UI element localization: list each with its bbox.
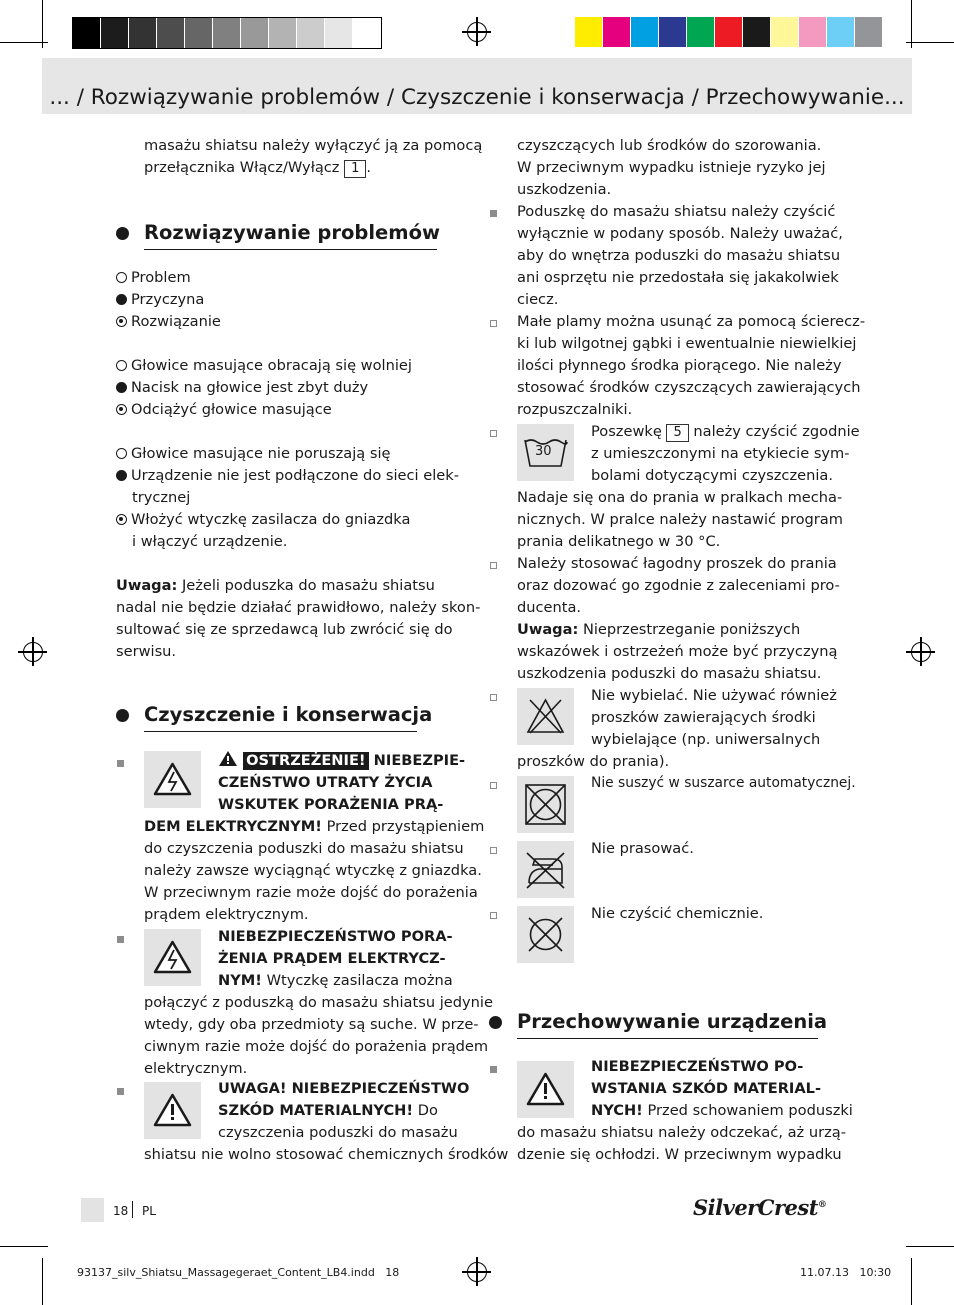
solution-text: Włożyć wtyczkę zasilacza do gniazdka [131,511,411,528]
part-number-box: 5 [666,424,688,442]
list-bullet [117,936,124,943]
bullet-icon [116,709,129,722]
list-bullet [490,694,497,701]
crop-mark [42,0,43,48]
warning-body: Przed przystąpieniem [326,818,485,835]
color-swatch [297,18,325,48]
intro-text: przełącznika Włącz/Wyłącz [144,159,340,176]
warning-heading: NYM! [218,972,262,989]
solution-symbol-icon [116,514,127,525]
bullet-icon [489,1016,502,1029]
page-title: ... / Rozwiązywanie problemów / Czyszczenie i konserwacja / Przechowywanie... [49,85,905,110]
problem-text: Głowice masujące obracają się wolniej [131,357,412,374]
body-text: Nie prasować. [591,840,694,857]
note-line: nadal nie będzie działać prawidłowo, należy skon- [116,599,481,616]
cause-symbol-icon [116,470,127,481]
crop-mark [906,42,954,43]
warning-heading: ŻENIA PRĄDEM ELEKTRYCZ- [218,950,446,967]
warning-text: czyszczenia poduszki do masażu [218,1124,458,1141]
color-swatch [855,17,883,47]
warning-text: do masażu shiatsu należy odczekać, aż urzą- [517,1124,846,1141]
list-bullet [490,847,497,854]
warning-heading: NIEBEZPIECZEŃSTWO PORA- [218,928,453,945]
warning-heading: UWAGA! NIEBEZPIECZEŃSTWO [218,1080,470,1097]
warning-text: połączyć z poduszką do masażu shiatsu jedynie [144,994,493,1011]
brand-logo [693,1194,826,1219]
warning-heading: SZKÓD MATERIALNYCH! [218,1102,414,1119]
note-line: sultować się ze sprzedawcą lub zwrócić się do [116,621,453,638]
body-text: Nie wybielać. Nie używać również [591,687,837,704]
body-text: Nie czyścić chemicznie. [591,905,764,922]
solution-1 [116,399,332,421]
list-bullet [117,760,124,767]
body-text: ilości płynnego środka piorącego. Nie należy [517,357,842,374]
no-dry-clean-icon [517,906,574,963]
body-text: Nadaje się ona do prania w pralkach mecha- [517,489,843,506]
legend-problem [116,267,191,289]
body-text: Nie suszyć w suszarce automatycznej. [591,775,856,791]
solution-text: Odciążyć głowice masujące [131,401,332,418]
caution-warning-icon [517,1061,574,1118]
body-text: wybielające (np. uniwersalnych [591,731,821,748]
body-text: ducenta. [517,599,582,616]
problem-2 [116,443,391,465]
problem-symbol-icon [116,448,127,459]
solution-symbol-icon [116,316,127,327]
legend-cause [116,289,204,311]
color-swatch [157,18,185,48]
problem-symbol-icon [116,360,127,371]
warning-text: należy zawsze wyciągnąć wtyczkę z gniazdka. [144,862,482,879]
body-text [591,421,860,443]
warning-body: Do [417,1102,438,1119]
color-swatch [213,18,241,48]
color-swatch [659,17,687,47]
color-swatch [827,17,855,47]
color-swatch [631,17,659,47]
body-text: ani osprzętu nie przedostała się jakakolwiek [517,269,839,286]
body-text: Poszewkę [591,423,662,440]
note-text: Nieprzestrzeganie poniższych [582,621,801,638]
warning-heading: WSTANIA SZKÓD MATERIAL- [591,1080,822,1097]
heading-text: Przechowywanie urządzenia [517,1009,818,1039]
solution-2-cont: i włączyć urządzenie. [132,533,288,550]
body-text: z umieszczonymi na etykiecie sym- [591,445,850,462]
crop-mark [906,1246,954,1247]
no-tumble-dry-icon [517,776,574,833]
body-text: prania delikatnego w 30 °C. [517,533,721,550]
cause-1 [116,377,368,399]
body-text: oraz dozować go zgodnie z zaleceniami pro- [517,577,840,594]
crop-mark [0,42,48,43]
no-ironing-icon [517,841,574,898]
solution-2 [116,509,410,531]
color-swatch [715,17,743,47]
color-swatch [743,17,771,47]
heading-text: Rozwiązywanie problemów [144,220,437,250]
wash-temperature: 30 [535,444,552,459]
warning-heading [218,750,465,772]
body-text: należy czyścić zgodnie [693,423,860,440]
list-bullet [490,430,497,437]
page-number-box [81,1198,104,1222]
header-banner [42,58,912,114]
body-text: W przeciwnym wypadku istnieje ryzyko jej [517,159,826,176]
color-swatch [269,18,297,48]
file-info: 93137_silv_Shiatsu_Massagegeraet_Content_LB4.indd 18 [77,1266,400,1279]
body-text: wyłącznie w podany sposób. Należy uważać, [517,225,843,242]
problem-1 [116,355,412,377]
color-swatch [101,18,129,48]
electric-shock-warning-icon [144,929,201,986]
note-label: Uwaga: [116,577,178,594]
warning-heading: NIEBEZPIECZEŃSTWO PO- [591,1058,804,1075]
body-text: Poduszkę do masażu shiatsu należy czyścić [517,203,836,220]
color-swatch [73,18,101,48]
process-color-bar [575,17,883,47]
color-swatch [241,18,269,48]
legend-label: Problem [131,269,191,286]
color-swatch [603,17,631,47]
list-bullet [490,320,497,327]
warning-text: shiatsu nie wolno stosować chemicznych środków [144,1146,509,1163]
warning-text [218,1100,438,1122]
list-bullet [490,782,497,789]
list-bullet [117,1088,124,1095]
warning-text: W przeciwnym razie może dojść do porażenia [144,884,478,901]
body-text: rozpuszczalniki. [517,401,633,418]
note-line [116,575,435,597]
color-swatch [771,17,799,47]
list-bullet [490,1066,497,1073]
electric-shock-warning-icon [144,751,201,808]
cause-text: Nacisk na głowice jest zbyt duży [131,379,369,396]
page-number: 18 [113,1204,129,1218]
warning-heading: WSKUTEK PORAŻENIA PRĄ- [218,796,444,813]
body-text: Należy stosować łagodny proszek do prania [517,555,837,572]
no-bleach-icon [517,688,574,745]
warning-text: prądem elektrycznym. [144,906,309,923]
color-swatch [353,18,381,48]
problem-text: Głowice masujące nie poruszają się [131,445,391,462]
warning-body: Przed schowaniem poduszki [647,1102,853,1119]
brand-name: SilverCrest [693,1195,818,1220]
warning-text: dzenie się ochłodzi. W przeciwnym wypadku [517,1146,842,1163]
intro-line [144,157,371,179]
note-label: Uwaga: [517,621,579,638]
heading-text: Czyszczenie i konserwacja [144,702,417,732]
legend-label: Rozwiązanie [131,313,221,330]
body-text: uszkodzenia. [517,181,612,198]
color-swatch [687,17,715,47]
part-number-box: 1 [344,160,366,178]
language-code: PL [142,1204,156,1218]
cause-2 [116,465,459,487]
note-line: wskazówek i ostrzeżeń może być przyczyną [517,643,838,660]
body-text: Małe plamy można usunąć za pomocą ścierecz- [517,313,866,330]
warning-text [218,970,453,992]
bullet-icon [116,227,129,240]
registration-mark-icon [911,642,931,662]
crop-mark [42,1258,43,1305]
body-text: ki lub wilgotnej gąbki i ewentualnie niewielkiej [517,335,857,352]
warning-heading: NYCH! [591,1102,643,1119]
warning-text [144,816,484,838]
registration-mark-icon [467,1262,487,1282]
warning-text [591,1100,853,1122]
body-text: aby do wnętrza poduszki do masażu shiatsu [517,247,841,264]
color-swatch [185,18,213,48]
problem-symbol-icon [116,272,127,283]
warning-triangle-icon [218,750,238,767]
intro-period: . [366,159,372,176]
registration-mark-icon [467,22,487,42]
note-text: Jeżeli poduszka do masażu shiatsu [181,577,435,594]
crop-mark [0,1246,48,1247]
legend-solution [116,311,221,333]
solution-symbol-icon [116,404,127,415]
crop-mark [911,1258,912,1305]
warning-text: do czyszczenia poduszki do masażu shiatsu [144,840,464,857]
caution-warning-icon [144,1082,201,1139]
warning-heading: CZEŃSTWO UTRATY ŻYCIA [218,774,433,791]
cause-symbol-icon [116,382,127,393]
body-text: proszków zawierających środki [591,709,816,726]
body-text: bolami dotyczącymi czyszczenia. [591,467,833,484]
legend-label: Przyczyna [131,291,205,308]
warning-heading: DEM ELEKTRYCZNYM! [144,818,322,835]
body-text: ciecz. [517,291,559,308]
note-line: uszkodzenia poduszki do masażu shiatsu. [517,665,822,682]
wash-30-icon [517,424,574,481]
list-bullet [490,912,497,919]
cause-symbol-icon [116,294,127,305]
warning-text: elektrycznym. [144,1060,248,1077]
warning-text: wtedy, gdy oba przedmioty są suche. W prze- [144,1016,479,1033]
warning-text: NIEBEZPIE- [373,752,466,769]
grayscale-color-bar [72,17,382,49]
color-swatch [799,17,827,47]
body-text: czyszczących lub środków do szorowania. [517,137,822,154]
body-text: proszków do prania). [517,753,670,770]
color-swatch [325,18,353,48]
warning-body: Wtyczkę zasilacza można [266,972,453,989]
body-text: stosować środków czyszczących zawierających [517,379,861,396]
registration-mark-icon [23,642,43,662]
body-text: nicznych. W pralce należy nastawić program [517,511,843,528]
registered-mark-icon: ® [817,1200,827,1210]
color-swatch [129,18,157,48]
cause-text: Urządzenie nie jest podłączone do sieci elek- [131,467,459,484]
print-date: 11.07.13 10:30 [800,1266,892,1279]
note-line: serwisu. [116,643,177,660]
color-swatch [575,17,603,47]
intro-line: masażu shiatsu należy wyłączyć ją za pomocą [144,137,483,154]
footer-divider [132,1201,133,1218]
crop-mark [911,0,912,48]
note-line [517,619,800,641]
list-bullet [490,210,497,217]
cause-2-cont: trycznej [132,489,191,506]
warning-label: OSTRZEŻENIE! [243,752,368,770]
warning-text: ciwnym razie może dojść do porażenia prądem [144,1038,489,1055]
list-bullet [490,562,497,569]
